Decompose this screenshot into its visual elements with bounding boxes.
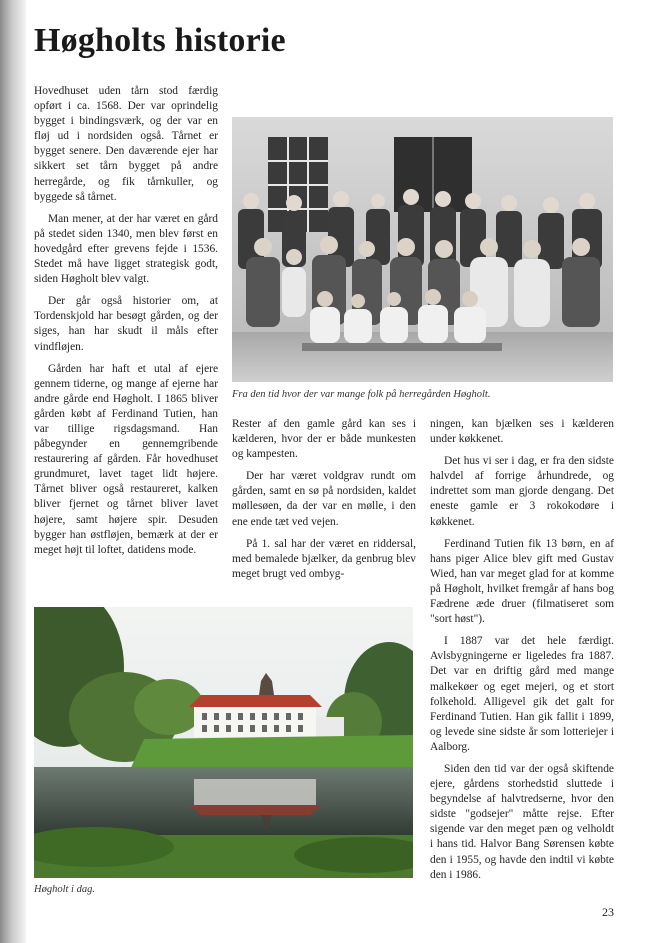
manor-house-photo	[34, 607, 413, 878]
people-photo-caption: Fra den tid hvor der var mange folk på herregården Høgholt.	[232, 389, 491, 400]
paragraph: Siden den tid var der også skiftende ejere, gårdens storhedstid sluttede i begyndelse af halvtredserne, hvor den sidste "godsejer" måtte rejse. Efter sigende var den meget pæn og velholdt i hans tid. Halvor Bang Sørensen købte den i 1955, og havde den indtil vi købte den i 1986.	[430, 762, 614, 881]
paragraph: Rester af den gamle gård kan ses i kælderen, hvor der er både munkesten og kampesten.	[232, 418, 416, 461]
paragraph: Gården har haft et utal af ejere gennem tiderne, og mange af ejerne har andre gårde end Høgholt. I 1865 bliver gården købt af Ferdinand Tutien, han var tillige rigsdagsmand. Han påbegynder en gennemgribende restaurering af gården. Får hovedhuset grundmuret, lavet taget lidt højere. Tårnet bliver også restaureret, kalken bliver fjernet og tårnet bliver lavet højere, samt højere spir. Desuden bygger han østfløjen, bemærk at der er meget højt til loftet, datidens mode.	[34, 362, 218, 556]
paragraph: Hovedhuset uden tårn stod færdig opført i ca. 1568. Der var oprindelig bygget i bindingsværk, og der var en fløj ud i nordsiden også. Tårnet er bygget senere. Den daværende ejer har sikkert set tårn bygget på andre herregårde, og fik tårnkuller, og byggede så tårnet.	[34, 85, 218, 203]
paragraph: Ferdinand Tutien fik 13 børn, en af hans piger Alice blev gift med Gustav Wied, han var meget glad for at komme på Høgholt, hvilket fremgår af hans bog Fædrene æde druer (filmatiseret som "sort høst").	[430, 537, 614, 626]
paragraph: I 1887 var det hele færdigt. Avlsbygningerne er ligeledes fra 1887. Det var en driftig gård med mange malkekøer og eget mejeri, og et stort folkehold. Alligevel gik det galt for Ferdinand Tutien. Han gik fallit i 1899, og levede sine sidste år som lotteriejer i Aalborg.	[430, 635, 614, 753]
historic-group-photo	[232, 117, 613, 382]
page-binding-shadow	[0, 0, 26, 943]
right-text-column	[430, 417, 614, 890]
paragraph: Det hus vi ser i dag, er fra den sidste halvdel af forrige århundrede, og indrettet som man gjorde dengang. Det eneste gamle er 3 rokokodøre i køkkenet.	[430, 455, 614, 528]
manor-photo-caption: Høgholt i dag.	[34, 884, 95, 895]
page-title: Høgholts historie	[34, 22, 286, 59]
paragraph: Der har været voldgrav rundt om gården, samt en sø på nordsiden, kaldet møllesøen, da der var en mølle, i den ene ende tæt ved vejen.	[232, 470, 416, 528]
paragraph: Der går også historier om, at Tordenskjold har besøgt gården, og der siges, han har skudt il måls efter vindfløjen.	[34, 295, 218, 353]
paragraph: Man mener, at der har været en gård på stedet siden 1340, men blev først en hovedgård efter grevens fejde i 1536. Stedet må have ligget strategisk godt, siden Høgholt blev valgt.	[34, 212, 218, 286]
left-text-column	[34, 84, 218, 565]
middle-text-column	[232, 417, 416, 589]
paragraph: ningen, kan bjælken ses i kælderen under køkkenet.	[430, 418, 614, 446]
page-number: 23	[602, 905, 614, 919]
paragraph: På 1. sal har der været en riddersal, med bemalede bjælker, da genbrug blev meget brugt ved ombyg-	[232, 537, 416, 580]
